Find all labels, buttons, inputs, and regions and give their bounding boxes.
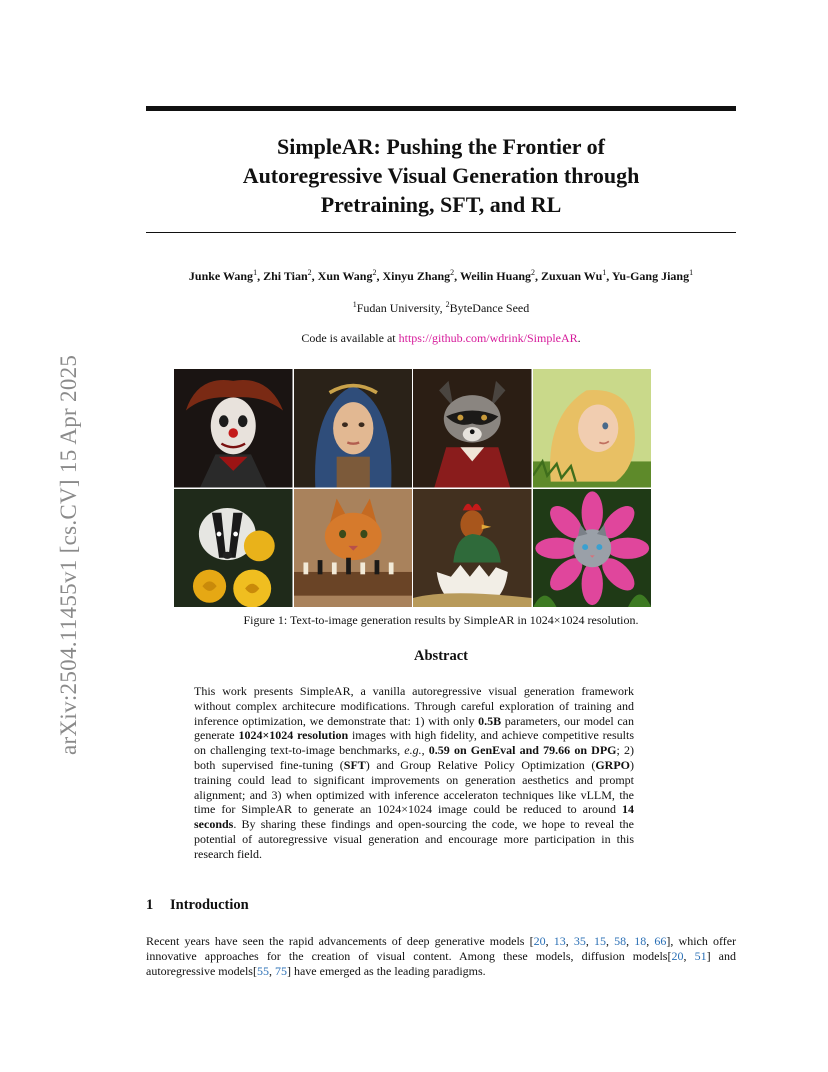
title-top-rule xyxy=(146,106,736,111)
citation-link[interactable]: 75 xyxy=(274,963,287,978)
citation-link[interactable]: 20 xyxy=(671,948,684,963)
citation-link[interactable]: 51 xyxy=(694,948,707,963)
citation-link[interactable]: 15 xyxy=(594,934,606,948)
figure-image-cat-flower xyxy=(533,489,652,608)
abstract-body: This work presents SimpleAR, a vanilla autoregressive visual generation framework without complex architecure modifications. Through careful exploration of training and inference optimization, we demonstrate that: 1) with only 0.5B parameters, our model can generate 1024×1024 resolution images with high fidelity, and achieve competitive results on challenging text-to-image benchmarks, e.g., 0.59 on GenEval and 79.66 on DPG; 2) both supervised fine-tuning (SFT) and Group Relative Policy Optimization (GRPO) training could lead to significant improvements on generation aesthetics and prompt alignment; and 3) when optimized with inference acceleraton techniques like vLLM, the time for SimpleAR to generate an 1024×1024 image could be reduced to around 14 seconds. By sharing these findings and open-sourcing the code, we hope to reveal the potential of autoregressive visual generation and encourage more participation in this research field. xyxy=(194,684,634,861)
citation-link[interactable]: 58 xyxy=(614,934,627,948)
figure-image-badger-roses xyxy=(174,489,293,608)
author: Xun Wang$^2$ xyxy=(317,268,377,283)
affiliations: $^1$Fudan University, $^2$ByteDance Seed xyxy=(352,300,530,315)
author-list: Junke Wang$^1$, Zhi Tian$^2$, Xun Wang$^2$, Xinyu Zhang$^2$, Weilin Huang$^2$, Zuxuan Wu$^1$, Yu-Gang Jiang$^1$ xyxy=(188,268,694,283)
title-line-3: Pretraining, SFT, and RL xyxy=(320,192,562,217)
title-line-1: SimpleAR: Pushing the Frontier of xyxy=(277,134,605,159)
author: Zuxuan Wu$^1$ xyxy=(541,268,607,283)
paper-title xyxy=(146,132,736,219)
code-link[interactable]: https://github.com/wdrink/SimpleAR xyxy=(398,331,578,345)
section-number: 1 xyxy=(146,897,154,913)
section-heading-introduction xyxy=(146,897,736,914)
figure-image-cat-chess xyxy=(294,489,413,608)
figure-image-clown xyxy=(174,369,293,488)
title-bottom-rule xyxy=(146,232,736,233)
figure-image-grid xyxy=(174,369,651,607)
author: Zhi Tian$^2$ xyxy=(263,268,312,283)
abstract-heading: Abstract xyxy=(414,648,468,664)
code-availability: Code is available at https://github.com/wdrink/SimpleAR. xyxy=(301,331,581,345)
title-line-2: Autoregressive Visual Generation through xyxy=(242,163,640,188)
citation-link[interactable]: 13 xyxy=(553,934,566,948)
figure-image-raccoon xyxy=(413,369,532,488)
citation-link[interactable]: 18 xyxy=(634,934,647,948)
figure-image-girl-headscarf xyxy=(294,369,413,488)
arxiv-stamp-text: arXiv:2504.11455v1 [cs.CV] 15 Apr 2025 xyxy=(56,354,81,755)
citation-link[interactable]: 20 xyxy=(533,934,546,948)
citation-link[interactable]: 55 xyxy=(256,963,269,978)
author: Yu-Gang Jiang$^1$ xyxy=(611,268,694,283)
citation-link[interactable]: 66 xyxy=(654,934,667,948)
figure-image-rooster-egg xyxy=(413,489,532,608)
arxiv-stamp xyxy=(20,285,81,755)
figure-image-blonde-child xyxy=(533,369,652,488)
section-title: Introduction xyxy=(170,897,249,913)
introduction-body: Recent years have seen the rapid advancements of deep generative models [20, 13, 35, 15, 58, 18, 66], which offer innovative approaches for the creation of visual content. Among these models, diffusion models[20, 51] and autoregressive models[55, 75] have emerged as the leading paradigms. xyxy=(146,934,737,978)
figure-caption: Figure 1: Text-to-image generation results by SimpleAR in 1024×1024 resolution. xyxy=(243,613,639,627)
author: Junke Wang$^1$ xyxy=(188,268,258,283)
author: Weilin Huang$^2$ xyxy=(459,268,535,283)
citation-link[interactable]: 35 xyxy=(573,934,586,948)
author: Xinyu Zhang$^2$ xyxy=(382,268,455,283)
